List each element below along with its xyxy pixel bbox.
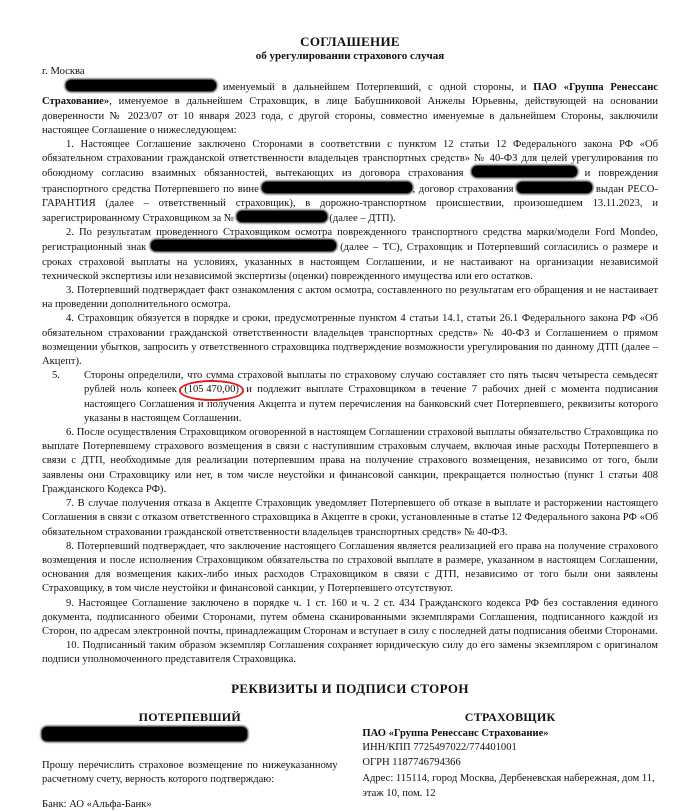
redacted-policy-number xyxy=(517,182,592,193)
insurer-inn: ИНН/КПП 7725497022/774401001 xyxy=(362,742,517,754)
clause-9: 9. Настоящее Соглашение заключено в порядке ч. 1 ст. 160 и ч. 2 ст. 434 Гражданского кодекса РФ без составления единого документа, подписанного обеими Сторонами, путем обмена сканированными экземплярами Соглашения, подписанного каждой из Сторон, по адресам электронной почты, принадлежащим Сторонам и вступает в силу с последней даты подписания обеими Сторонами. xyxy=(42,597,658,637)
clause-1: 1. Настоящее Соглашение заключено Сторонами в соответствии с пунктом 12 статьи 12 Федерального закона РФ «Об обязательном страховании гражданской ответственности владельцев транспортных средств» № 40-ФЗ для целей урегулирования по обоюдному согласию взаимных обязанностей, вытекающих из договора страхования и повреждения транспортного средства Потерпевшего по вине , договор страхования выдан РЕСО-ГАРАНТИЯ (далее – ответственный страховщик), в дорожно-транспортном происшествии, произошедшем 13.11.2023, и зарегистрированному Страховщиком за № (далее – ДТП). xyxy=(42,139,658,225)
redacted-plate xyxy=(151,240,336,251)
document-subtitle: об урегулировании страхового случая xyxy=(255,50,445,62)
victim-column xyxy=(42,710,338,812)
clause-3: 3. Потерпевший подтверждает факт ознакомления с актом осмотра, составленного по результатам его обращения и не настаивает на проведении дополнительного осмотра. xyxy=(42,285,658,311)
redacted-victim-details xyxy=(42,727,338,745)
signatures-block xyxy=(42,710,658,812)
insurer-address: Адрес: 115114, город Москва, Дербеневская набережная, дом 11, этаж 10, пом. 12 xyxy=(362,773,655,799)
payout-amount-highlight: (105 470,00) xyxy=(182,383,241,397)
clause-10: 10. Подписанный таким образом экземпляр Соглашения сохраняет юридическую силу до его замены экземпляром с оригиналом подписи уполномоченного представителя Страховщика. xyxy=(42,640,658,666)
insurer-heading: СТРАХОВЩИК xyxy=(464,709,556,724)
preamble: именуемый в дальнейшем Потерпевший, с одной стороны, и ПАО «Группа Ренессанс Страхование», именуемое в дальнейшем Страховщик, в лице Бабушниковой Анжелы Юрьевны, действующей на основании доверенности № 2023/07 от 10 января 2023 года, с другой стороны, совместно именуемые в дальнейшем Стороны, заключили настоящее Соглашение о нижеследующем: xyxy=(42,82,658,136)
city-line: г. Москва xyxy=(42,66,85,77)
insurer-column xyxy=(362,710,658,812)
requisites-title: РЕКВИЗИТЫ И ПОДПИСИ СТОРОН xyxy=(231,680,469,696)
clause-7: 7. В случае получения отказа в Акцепте Страховщик уведомляет Потерпевшего об отказе в выплате и расторжении настоящего Соглашения в связи с отказом ответственного страховщика в Акцепте в сроки, установленные в статье 12 Федерального закона РФ «Об обязательном страховании гражданской ответственности владельцев транспортных средств» № 40-ФЗ. xyxy=(42,498,658,538)
redacted-culprit xyxy=(262,182,412,193)
clause-8: 8. Потерпевший подтверждает, что заключение настоящего Соглашения является реализацией его права на получение страхового возмещения и после исполнения Страховщиком обязательства по страховой выплате в размере, указанном в настоящем Соглашении, основания для возмещения каких-либо иных расходов Страховщиком в связи с ДТП, независимо от того были они заявлены Страховщику, в том числе неустойки и финансовой санкции, у Потерпевшего отсутствуют. xyxy=(42,540,658,595)
victim-heading: ПОТЕРПЕВШИЙ xyxy=(138,709,242,724)
clause-2: 2. По результатам проведенного Страховщиком осмотра поврежденного транспортного средства марки/модели Ford Mondeo, регистрационный знак (далее – ТС), Страховщик и Потерпевший согласились о размере и сроках страховой выплаты на условиях, указанных в настоящем Соглашении, и не настаивают на организации независимой технической экспертизы или независимой экспертизы (оценки) поврежденного имущества или его остатков. xyxy=(42,227,659,282)
insurer-ogrn: ОГРН 1187746794366 xyxy=(362,756,461,768)
insurer-name-inline: ПАО «Группа Ренессанс Страхование» xyxy=(42,82,658,108)
document-title: СОГЛАШЕНИЕ xyxy=(300,34,400,49)
redacted-claim-number xyxy=(237,211,327,222)
redacted-victim-name xyxy=(66,80,216,91)
clause-4: 4. Страховщик обязуется в порядке и сроки, предусмотренные пунктом 4 статьи 14.1, статьи 26.1 Федерального закона РФ «Об обязательном страховании гражданской ответственности владельцев транспортных средств» № 40-ФЗ и Соглашением о прямом возмещении убытков, запросить у ответственного страховщика подтверждение возможности урегулирования по данному ДТП (далее – Акцепт). xyxy=(42,313,658,368)
clause-6: 6. После осуществления Страховщиком оговоренной в настоящем Соглашении страховой выплаты обязательство Страховщика по выплате Потерпевшему страхового возмещения в связи с наступившим страховым случаем, включая иные расходы Потерпевшего в связи с ДТП, необходимые для реализации потерпевшим права на получение страхового возмещения, независимо от того, были заявлены они Страховщику или нет, в том числе неустойки и финансовой санкции, прекращается полностью (пункт 1 статьи 408 Гражданского Кодекса РФ). xyxy=(42,427,658,495)
insurer-name: ПАО «Группа Ренессанс Страхование» xyxy=(362,727,549,739)
bank-name: Банк: АО «Альфа-Банк» xyxy=(42,798,152,810)
clause-5: 5. Стороны определили, что сумма страховой выплаты по страховому случаю составляет сто пять тысяч четыреста семьдесят рублей ноль копеек (105 470,00) и подлежит выплате Страховщиком в течение 7 рабочих дней с момента подписания настоящего Соглашения и получения Акцепта и путем перечисления на банковский счет Потерпевшего, реквизиты которого указаны в настоящем Соглашении. xyxy=(52,370,658,424)
payment-request: Прошу перечислить страховое возмещение по нижеуказанному расчетному счету, верность которого подтверждаю: xyxy=(42,760,338,786)
redacted-policy xyxy=(472,166,577,177)
